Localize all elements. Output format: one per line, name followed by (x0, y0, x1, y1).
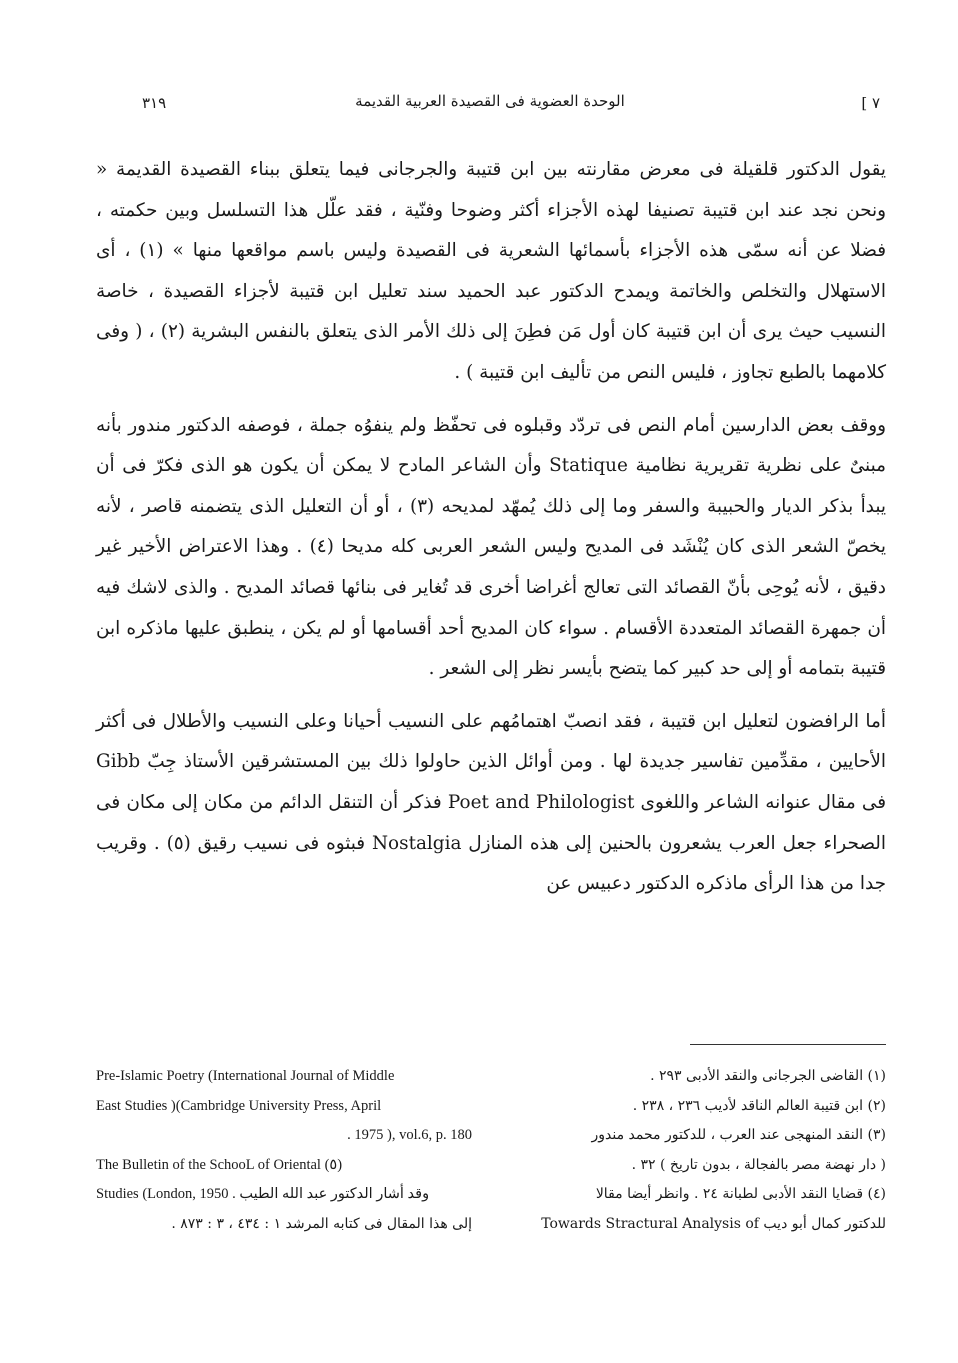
footnote-line: East Studies )(Cambridge University Press, April (96, 1097, 382, 1114)
footnote-line: للدكتور كمال أبو ديب Towards Stractural Analysis of (541, 1215, 886, 1232)
paragraph-3: أما الرافضون لتعليل ابن قتيبة ، فقد انصبّ اهتمامُهم على النسيب أحيانا وعلى النسيب والأطلال فى أكثر الأحايين ، مقدِّمين تفاسير جديدة لها . ومن أوائل الذين حاولوا ذلك بين المستشرقين الأستاذ جِبّ Gibb فى مقال عنوانه الشاعر واللغوى Poet and Philologist فذكر أن التنقل الدائم من مكان إلى مكان فى الصحراء جعل العرب يشعرون بالحنين إلى هذه المنازل Nostalgia فبثوه فى نسيب رقيق (٥) . وقريب جدا من هذا الرأى ماذكره الدكتور دعبيس عن (96, 710, 886, 895)
footnote-line: Pre-Islamic Poetry (International Journal of Middle (96, 1068, 395, 1084)
footnote-line: إلى هذا المقال فى كتابه المرشد ١ : ٤٣٤ ، ٣ : ٨٧٣ . (171, 1215, 472, 1232)
paragraph-1: يقول الدكتور قلقيلة فى معرض مقارنته بين ابن قتيبة والجرجانى فيما يتعلق ببناء القصيدة القديمة « ونحن نجد عند ابن قتيبة تصنيفا لهذه الأجزاء أكثر وضوحا وفنّية ، فقد علّل هذا التسلسل وبين حكمته ، فضلا عن أنه سمّى هذه الأجزاء بأسمائها الشعرية فى القصيدة وليس باسم مواقعها منها » (١) ، أى الاستهلال والتخلص والخاتمة ويمدح الدكتور عبد الحميد سند تعليل ابن قتيبة لأجزاء القصيدة ، خاصة النسيب حيث يرى أن ابن قتيبة كان أول مَن فطِنَ إلى ذلك الأمر الذى يتعلق بالنفس البشرية (٢) ، ( وفى كلامهما بالطبع تجاوز ، فليس النص من تأليف ابن قتيبة ) . (96, 159, 886, 383)
footnote-divider (690, 1044, 886, 1045)
footnote-line: . 1975 ), vol.6, p. 180 (347, 1127, 472, 1143)
footnote-line: (١) القاضى الجرجانى والنقد الأدبى ٢٩٣ . (650, 1068, 886, 1084)
paragraph-2: ووقف بعض الدارسين أمام النص فى تردّد وقبلوه فى تحفّظ ولم ينفوُه جملة ، فوصفه الدكتور مندور بأنه مبنىٌ على نظرية تقريرية نظامية Statique وأن الشاعر المادح لا يمكن أن يكون هو الذى فكرّ فى أن يبدأ بذكر الديار والحبيبة والسفر وما إلى ذلك يُمهّد لمديحه (٣) ، أو أن التعليل الذى يتضمنه قاصر ، لأنه يخصّ الشعر الذى كان يُنْشَد فى المديح وليس الشعر العربى كله مديحا (٤) . وهذا الاعتراض الأخير غير دقيق ، لأنه يُوحِى بأنّ القصائد التى تعالج أغراضا أخرى قد تُغاير فى بنائها قصائد المديح . والذى لاشك فيه أن جمهرة القصائد المتعددة الأقسام . سواء كان المديح أحد أقسامها أو لم يكن ، ينطبق عليها ماذكره ابن قتيبة بتمامه أو إلى حد كبير كما يتضح بأيسر نظر إلى الشعر . (96, 414, 886, 680)
footnote-line: Studies (London, 1950 . وقد أشار الدكتور عبد الله الطيب (96, 1186, 430, 1202)
footnotes-arabic-column (500, 1062, 886, 1239)
footnotes-latin-column (96, 1062, 472, 1239)
footnote-line: ( دار نهضة مصر بالفجالة ، بدون تاريخ ) ٣٢ . (631, 1156, 886, 1173)
footnote-line: (٢) ابن قتيبة العالم الناقد لأديب ٢٣٦ ، ٢٣٨ . (632, 1097, 886, 1114)
page-number: ٣١٩ (142, 94, 167, 112)
main-text (96, 150, 886, 905)
footnote-line: The Bulletin of the SchooL of Oriental (٥) (96, 1156, 343, 1173)
footnote-line: (٤) قضايا النقد الأدبى لطبانة ٢٤ . وانظر أيضا مقالا (595, 1186, 886, 1202)
footnote-line: (٣) النقد المنهجى عند العرب ، للدكتور محمد مندور (591, 1127, 886, 1143)
running-header (100, 92, 880, 118)
signature-mark: [ ٧ (861, 94, 880, 112)
running-title: الوحدة العضوية فى القصيدة العربية القديمة (355, 92, 625, 110)
